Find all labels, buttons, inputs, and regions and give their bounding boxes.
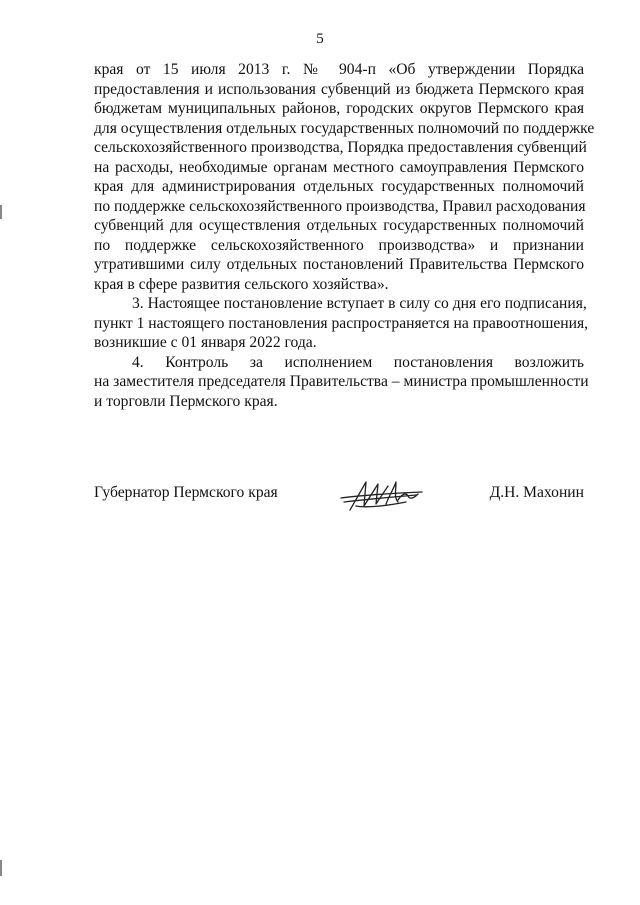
paragraph-continuation [94,60,595,294]
text-line: предоставления и использования субвенций из бюджета Пермского края [94,80,584,98]
handwritten-signature [336,476,426,516]
text-line: края для администрирования отдельных государственных полномочий [94,178,584,195]
signature-block [94,476,584,516]
text-line: для осуществления отдельных государственных полномочий по поддержке [94,119,595,137]
signatory-name: Д.Н. Махонин [489,484,584,501]
text-line: по поддержке сельскохозяйственного производства, Правил расходования [94,197,586,215]
document-body [94,60,595,411]
text-line: по поддержке сельскохозяйственного производства» и признании [94,236,584,254]
text-line: субвенций для осуществления отдельных государственных полномочий [94,217,584,234]
scan-edge-mark [0,860,2,876]
scan-edge-mark [0,205,2,219]
text-line: сельскохозяйственного производства, Порядка предоставления субвенций [94,139,587,156]
signatory-position: Губернатор Пермского края [94,484,278,501]
text-line: 4. Контроль за исполнением постановления возложить [132,353,584,371]
text-line: 3. Настоящее постановление вступает в силу со дня его подписания, [132,295,587,312]
text-line: края от 15 июля 2013 г. № 904-п «Об утверждении Порядка [94,61,584,78]
text-line: возникшие с 01 января 2022 года. [94,334,317,351]
text-line: края в сфере развития сельского хозяйства». [94,275,389,293]
paragraph-item-4 [94,353,589,412]
text-line: пункт 1 настоящего постановления распространяется на правоотношения, [94,314,589,332]
text-line: и торговли Пермского края. [94,392,278,410]
paragraph-item-3 [94,294,589,353]
page-number: 5 [316,31,324,47]
text-line: на расходы, необходимые органам местного самоуправления Пермского [94,158,584,176]
text-line: утратившими силу отдельных постановлений Правительства Пермского [94,256,584,273]
text-line: на заместителя председателя Правительства – министра промышленности [94,373,589,390]
text-line: бюджетам муниципальных районов, городских округов Пермского края [94,100,584,117]
